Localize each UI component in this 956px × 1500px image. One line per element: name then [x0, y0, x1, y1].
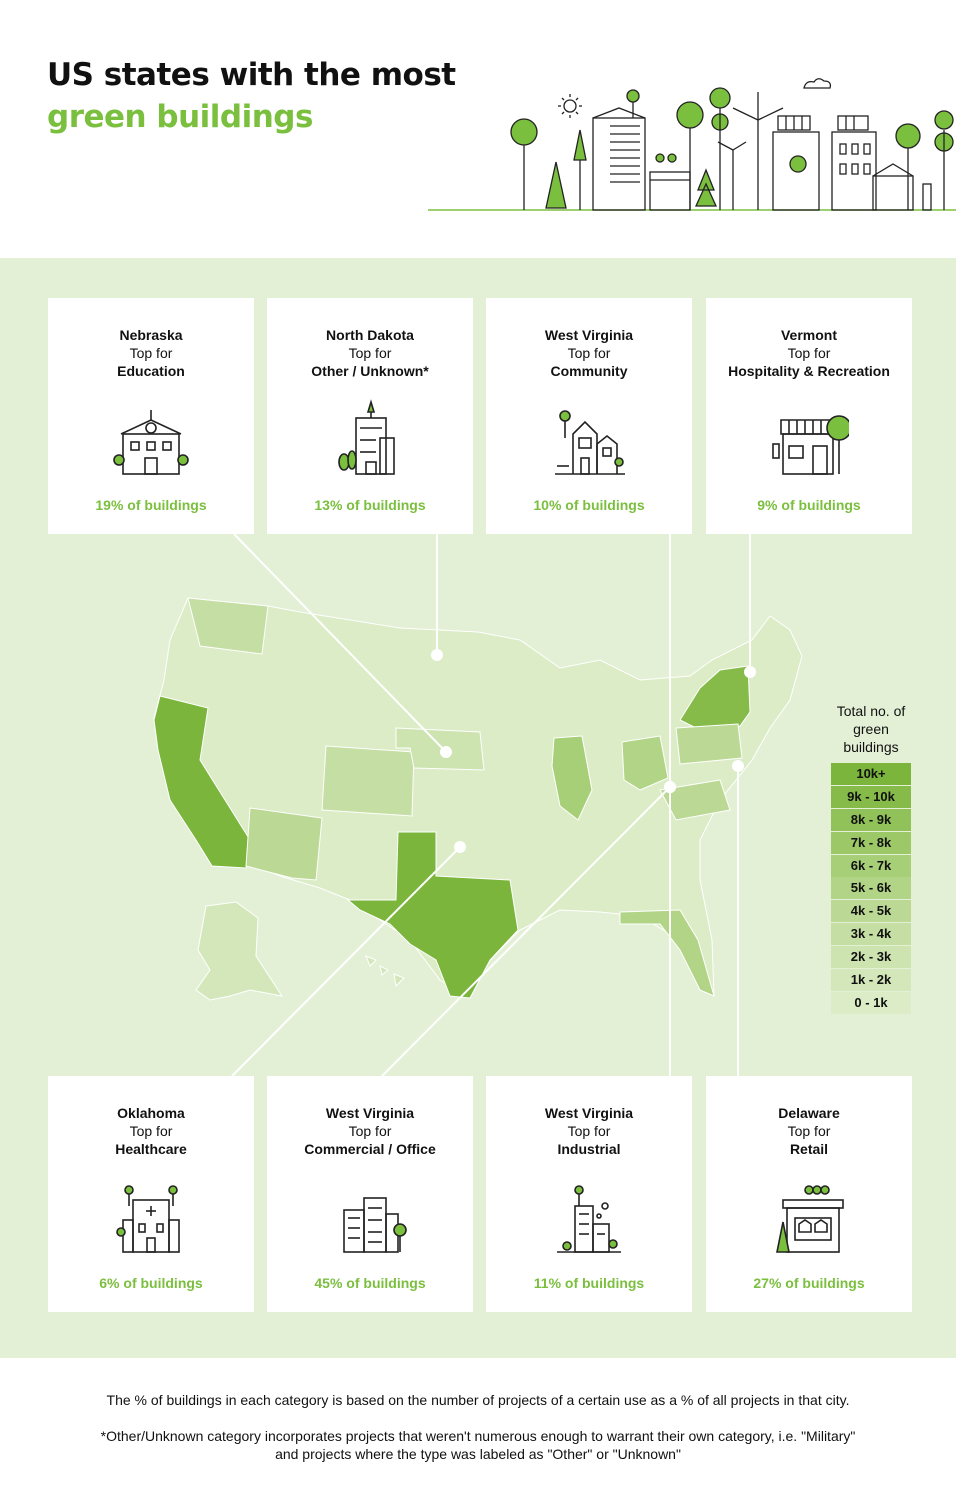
card-state: Oklahoma — [117, 1105, 185, 1121]
title-line-2: green buildings — [47, 99, 313, 135]
connector-oklahoma-dot — [455, 842, 465, 852]
legend-range-6: 5k - 6k — [831, 877, 911, 899]
card-top-for: Top for — [129, 345, 173, 361]
connector-north-dakota-dot — [432, 650, 442, 660]
bottom-card-1 — [48, 1076, 254, 1312]
footnote-2b: and projects where the type was labeled as "Other" or "Unknown" — [275, 1446, 681, 1462]
top-card-3 — [486, 298, 692, 534]
card-percentage: 27% of buildings — [753, 1275, 865, 1291]
pennsylvania-state — [676, 724, 742, 764]
card-state: West Virginia — [544, 327, 634, 343]
city-skyline-illustration — [428, 60, 956, 214]
shop-icon — [769, 1176, 849, 1256]
card-top-for: Top for — [567, 1123, 611, 1139]
card-state: West Virginia — [544, 1105, 634, 1121]
card-percentage: 19% of buildings — [95, 497, 207, 513]
card-category: Other / Unknown* — [311, 363, 429, 379]
connector-nebraska-dot — [441, 747, 451, 757]
legend-range-5: 6k - 7k — [831, 855, 911, 877]
connector-vermont-dot — [745, 667, 755, 677]
legend-range-9: 2k - 3k — [831, 946, 911, 968]
card-category: Healthcare — [115, 1141, 187, 1157]
card-percentage: 10% of buildings — [533, 497, 645, 513]
church-icon — [549, 398, 629, 478]
hospital-icon — [111, 1176, 191, 1256]
card-top-for: Top for — [129, 1123, 173, 1139]
school-icon — [111, 398, 191, 478]
footnote-1: The % of buildings in each category is based on the number of projects of a certain use as a % of all projects in that city. — [106, 1392, 850, 1408]
card-category: Industrial — [557, 1141, 621, 1157]
card-top-for: Top for — [348, 345, 392, 361]
legend-title: Total no. of green buildings — [836, 703, 906, 755]
card-state: Delaware — [778, 1105, 840, 1121]
card-category: Education — [117, 363, 185, 379]
connector-west-virginia-bottom-dot — [665, 782, 675, 792]
card-percentage: 45% of buildings — [314, 1275, 426, 1291]
legend-range-10: 1k - 2k — [831, 969, 911, 991]
title-line-1: US states with the most — [47, 57, 456, 93]
card-top-for: Top for — [787, 345, 831, 361]
legend-rows — [831, 763, 911, 1014]
page-title — [47, 54, 456, 138]
card-state: Vermont — [780, 327, 837, 343]
top-card-2 — [267, 298, 473, 534]
card-category: Hospitality & Recreation — [728, 363, 890, 379]
card-top-for: Top for — [567, 345, 611, 361]
card-percentage: 13% of buildings — [314, 497, 426, 513]
bottom-card-4 — [706, 1076, 912, 1312]
card-percentage: 6% of buildings — [99, 1275, 203, 1291]
tower-icon — [330, 398, 410, 478]
connector-delaware-dot — [733, 761, 743, 771]
factory-icon — [549, 1176, 629, 1256]
card-percentage: 11% of buildings — [533, 1275, 645, 1291]
legend-range-3: 8k - 9k — [831, 809, 911, 831]
legend-range-8: 3k - 4k — [831, 923, 911, 945]
card-category: Commercial / Office — [304, 1141, 436, 1157]
card-category: Retail — [789, 1141, 829, 1157]
card-state: Nebraska — [119, 327, 183, 343]
top-card-1 — [48, 298, 254, 534]
card-top-for: Top for — [787, 1123, 831, 1139]
card-category: Community — [550, 363, 628, 379]
top-card-4 — [706, 298, 912, 534]
card-percentage: 9% of buildings — [757, 497, 861, 513]
legend-range-7: 4k - 5k — [831, 900, 911, 922]
legend-range-2: 9k - 10k — [831, 786, 911, 808]
washington-state — [188, 598, 268, 654]
card-state: North Dakota — [326, 327, 414, 343]
cafe-icon — [769, 398, 849, 478]
legend-range-4: 7k - 8k — [831, 832, 911, 854]
footnote-2a: *Other/Unknown category incorporates projects that weren't numerous enough to warrant their own category, i.e. "Military" — [100, 1428, 856, 1444]
office-icon — [330, 1176, 410, 1256]
arizona-state — [246, 808, 322, 880]
card-state: West Virginia — [325, 1105, 415, 1121]
colorado-state — [322, 746, 414, 816]
bottom-card-2 — [267, 1076, 473, 1312]
bottom-card-3 — [486, 1076, 692, 1312]
card-top-for: Top for — [348, 1123, 392, 1139]
legend-range-1: 10k+ — [831, 763, 911, 785]
legend-range-11: 0 - 1k — [831, 992, 911, 1014]
map-legend — [831, 702, 911, 1015]
